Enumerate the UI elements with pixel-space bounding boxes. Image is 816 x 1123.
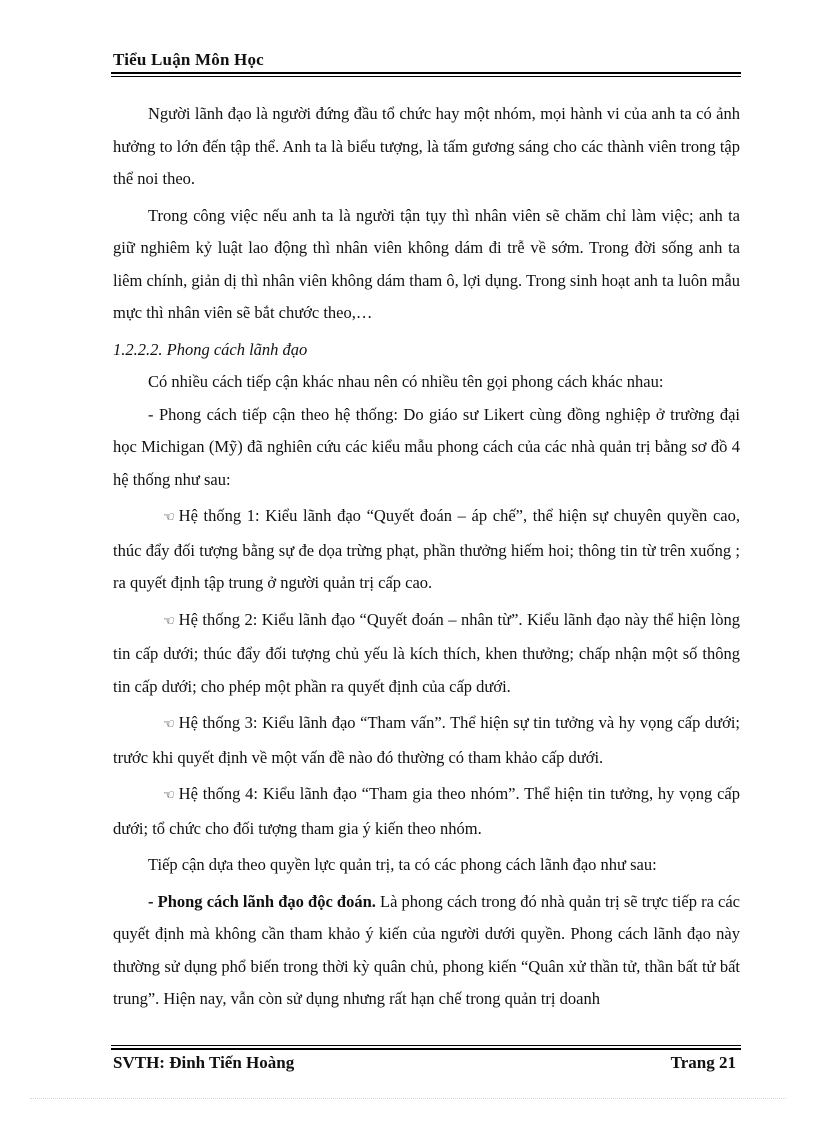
header-rule <box>111 72 741 74</box>
page-boundary-line <box>30 1098 786 1099</box>
bullet-text: Hệ thống 4: Kiểu lãnh đạo “Tham gia theo nhóm”. Thể hiện tin tưởng, hy vọng cấp dưới; tổ chức cho đối tượng tham gia ý kiến theo nhóm. <box>113 784 740 838</box>
document-body <box>113 98 740 1016</box>
footer-author: SVTH: Đinh Tiến Hoàng <box>113 1053 295 1072</box>
bullet-text: Hệ thống 3: Kiểu lãnh đạo “Tham vấn”. Thể hiện sự tin tưởng và hy vọng cấp dưới; trước khi quyết định về một vấn đề nào đó thường có tham khảo cấp dưới. <box>113 713 740 767</box>
footer-rule <box>111 1048 741 1050</box>
header-rule-thin <box>111 76 741 77</box>
section-heading: 1.2.2.2. Phong cách lãnh đạo <box>113 339 308 359</box>
bullet-system-1 <box>113 500 740 600</box>
paragraph-approaches: Có nhiều cách tiếp cận khác nhau nên có nhiều tên gọi phong cách khác nhau: <box>148 372 664 391</box>
bullet-system-3 <box>113 707 740 774</box>
page-header-title: Tiểu Luận Môn Học <box>113 50 264 69</box>
pointing-hand-icon: ☜ <box>163 613 175 629</box>
paragraph-autocratic-style <box>113 886 740 1016</box>
pointing-hand-icon: ☜ <box>163 717 175 732</box>
paragraph-leader-role: Người lãnh đạo là người đứng đầu tổ chức hay một nhóm, mọi hành vi của anh ta có ảnh hưởng to lớn đến tập thể. Anh ta là biểu tượng, là tấm gương sáng cho các thành viên trong tập thể noi theo. <box>113 104 740 188</box>
paragraph-leader-example: Trong công việc nếu anh ta là người tận tụy thì nhân viên sẽ chăm chỉ làm việc; anh ta giữ nghiêm kỷ luật lao động thì nhân viên không dám đi trễ về sớm. Trong đời sống anh ta liêm chính, giản dị thì nhân viên không dám tham ô, lợi dụng. Trong sinh hoạt anh ta luôn mẫu mực thì nhân viên sẽ bắt chước theo,… <box>113 205 740 322</box>
footer-page-number: Trang 21 <box>670 1053 736 1072</box>
pointing-hand-icon: ☜ <box>163 510 175 525</box>
footer-rule-thin <box>111 1045 741 1046</box>
paragraph-power-approach: Tiếp cận dựa theo quyền lực quản trị, ta có các phong cách lãnh đạo như sau: <box>148 855 657 874</box>
bullet-text: Hệ thống 2: Kiểu lãnh đạo “Quyết đoán – nhân từ”. Kiểu lãnh đạo này thể hiện lòng tin cấp dưới; thúc đẩy đối tượng chủ yếu là kích thích, khen thưởng; chấp nhận một số thông tin cấp dưới; cho phép một phần ra quyết định của cấp dưới. <box>113 609 740 696</box>
autocratic-style-text: Là phong cách trong đó nhà quản trị sẽ trực tiếp ra các quyết định mà không cần tham khảo ý kiến của người dưới quyền. Phong cách lãnh đạo này thường sử dụng phổ biến trong thời kỳ quân chủ, phong kiến “Quân xử thần tử, thần bất tử bất trung”. Hiện nay, vẫn còn sử dụng nhưng rất hạn chế trong quản trị doanh <box>113 891 740 1008</box>
pointing-hand-icon: ☜ <box>163 788 175 803</box>
bullet-text: Hệ thống 1: Kiểu lãnh đạo “Quyết đoán – áp chế”, thể hiện sự chuyên quyền cao, thúc đẩy đối tượng bằng sự đe dọa trừng phạt, phần thưởng hiếm hoi; thông tin từ trên xuống ; ra quyết định tập trung ở người quản trị cấp cao. <box>113 506 740 592</box>
autocratic-style-title: - Phong cách lãnh đạo độc đoán. <box>148 891 376 911</box>
bullet-system-4 <box>113 778 740 845</box>
bullet-system-2 <box>113 604 740 704</box>
paragraph-likert-system: - Phong cách tiếp cận theo hệ thống: Do giáo sư Likert cùng đồng nghiệp ở trường đại học Michigan (Mỹ) đã nghiên cứu các kiểu mẫu phong cách của các nhà quản trị bằng sơ đồ 4 hệ thống như sau: <box>113 404 740 489</box>
